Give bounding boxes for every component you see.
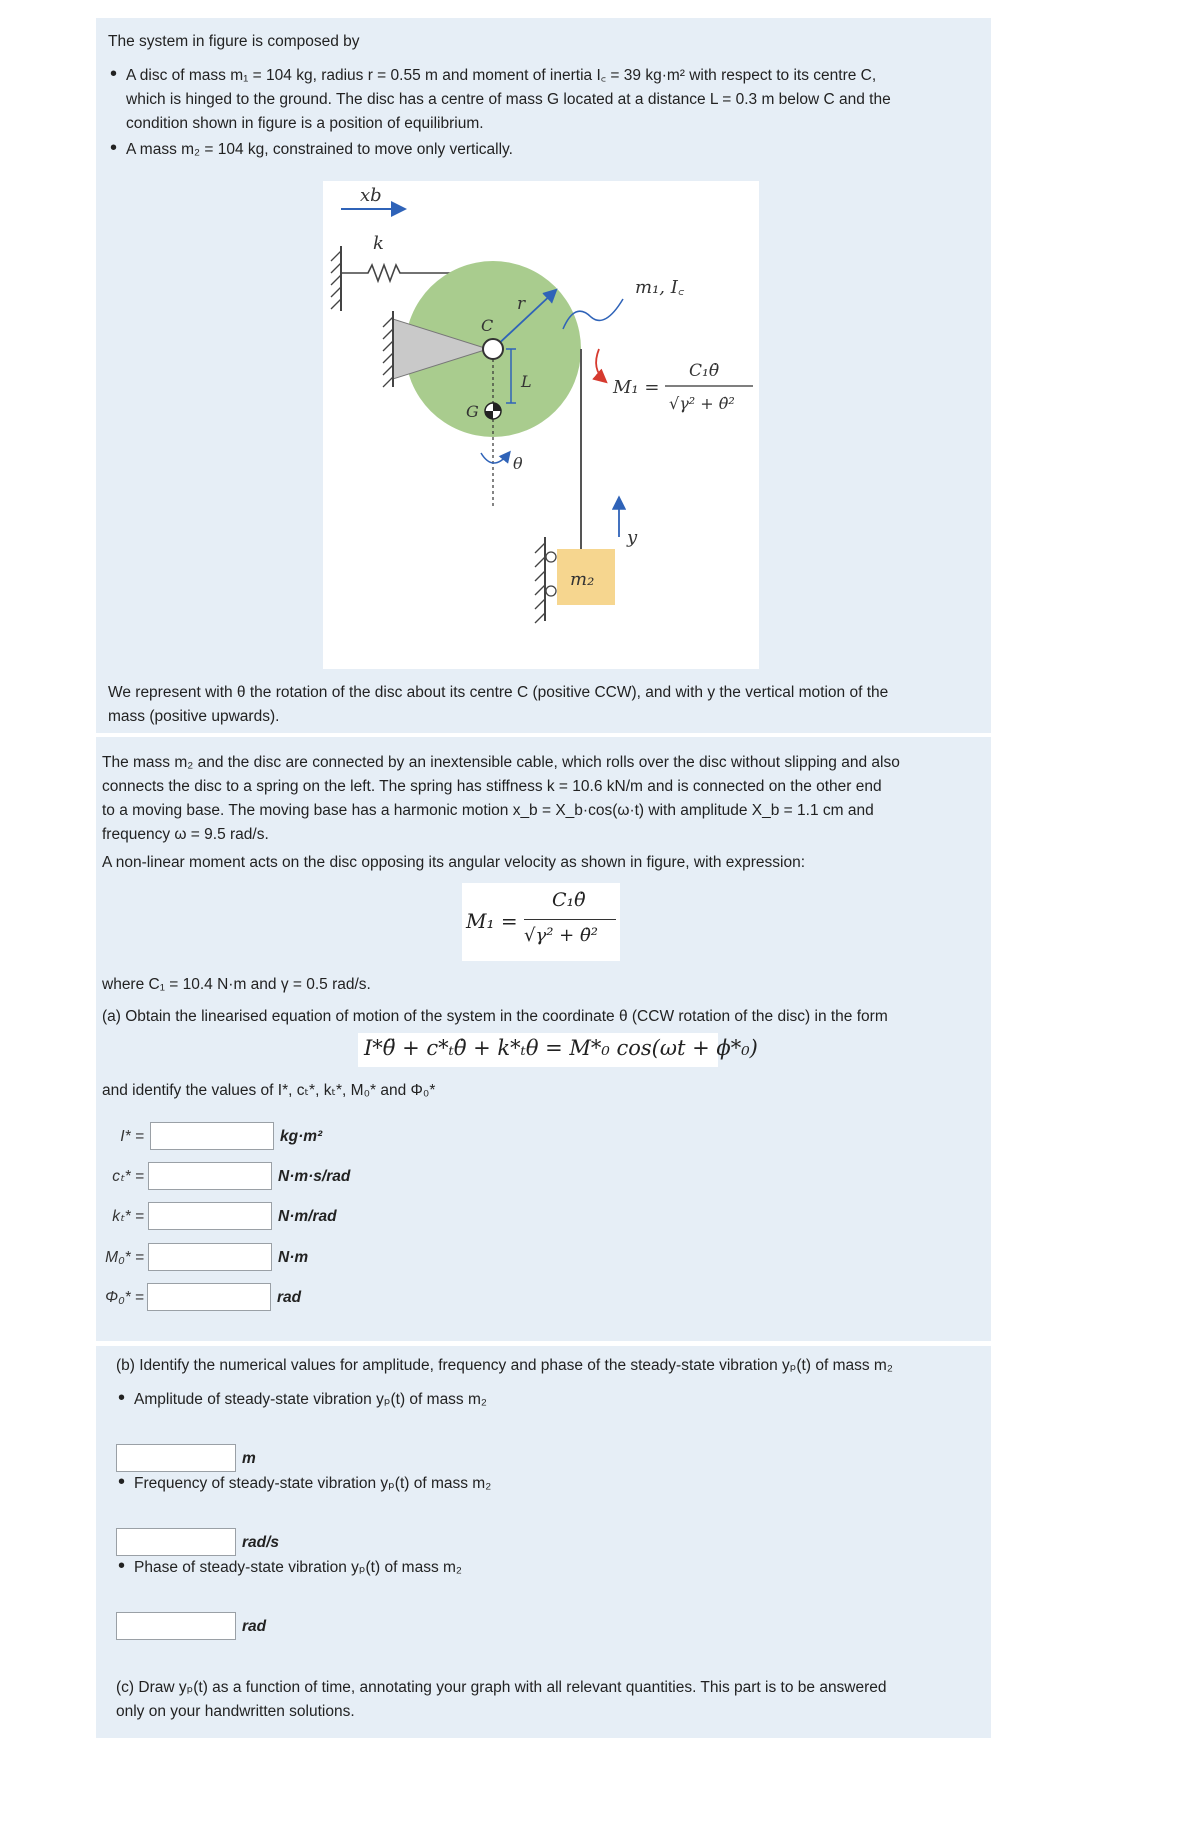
wall-hatching [331, 251, 341, 309]
intro-text: The system in figure is composed by [108, 33, 360, 50]
kt-star-label: kₜ* = [112, 1208, 144, 1225]
freq-label: Frequency of steady-state vibration yₚ(t) of mass m₂ [134, 1475, 492, 1492]
theta-label: θ [513, 454, 523, 473]
represent-line1: We represent with θ the rotation of the disc about its centre C (positive CCW), and with y the vertical motion of the [108, 684, 889, 701]
y-label: y [627, 527, 638, 548]
Phi0-star-unit: rad [277, 1289, 302, 1306]
bullet1-line3: condition shown in figure is a position of equilibrium. [126, 115, 484, 132]
m2-label: m₂ [570, 569, 595, 590]
moment-equation [462, 883, 620, 961]
system-figure [323, 181, 759, 669]
amplitude-input[interactable] [116, 1444, 236, 1472]
k-label: k [373, 233, 384, 254]
amplitude-unit: m [242, 1450, 256, 1467]
cable-line3: to a moving base. The moving base has a harmonic motion x_b = X_b·cos(ω·t) with amplitude X_b = 1.1 cm and [102, 802, 874, 819]
bullet-1: • [110, 63, 118, 85]
cable-line1: The mass m₂ and the disc are connected by an inextensible cable, which rolls over the disc without slipping and also [102, 754, 900, 771]
bullet-2: • [110, 137, 118, 159]
identify-text: and identify the values of I*, cₜ*, kₜ*, M₀* and Φ₀* [102, 1082, 436, 1099]
eq-denominator: √γ² + θ̇² [524, 925, 599, 946]
eq-fraction-bar [524, 919, 616, 920]
phase-bullet: • [118, 1555, 126, 1577]
Phi0-star-label: Φ₀* = [105, 1289, 144, 1306]
ct-star-label: cₜ* = [112, 1168, 144, 1185]
C-label: C [481, 316, 494, 335]
Phi0-star-input[interactable] [147, 1283, 271, 1311]
figure-num: C₁θ̇ [689, 361, 720, 381]
system-diagram [323, 181, 759, 669]
ct-star-input[interactable] [148, 1162, 272, 1190]
represent-line2: mass (positive upwards). [108, 708, 280, 725]
figure-M1-label: M₁ = [613, 377, 660, 398]
bullet1-line2: which is hinged to the ground. The disc has a centre of mass G located at a distance L = 0.3 m below C and the [126, 91, 891, 108]
amp-label: Amplitude of steady-state vibration yₚ(t) of mass m₂ [134, 1391, 487, 1408]
part-b-panel [96, 1346, 991, 1738]
frequency-unit: rad/s [242, 1534, 280, 1551]
eom-equation [358, 1033, 758, 1067]
I-star-input[interactable] [150, 1122, 274, 1150]
G-label: G [466, 402, 479, 421]
phase-label: Phase of steady-state vibration yₚ(t) of mass m₂ [134, 1559, 462, 1576]
kt-star-input[interactable] [148, 1202, 272, 1230]
moment-intro: A non-linear moment acts on the disc opposing its angular velocity as shown in figure, with expression: [102, 854, 806, 871]
roller-bottom [546, 586, 556, 596]
bullet1-line1: A disc of mass m₁ = 104 kg, radius r = 0.55 m and moment of inertia I꜀ = 39 kg·m² with respect to its centre C, [126, 67, 877, 84]
part-a-text: (a) Obtain the linearised equation of motion of the system in the coordinate θ (CCW rotation of the disc) in the form [102, 1008, 888, 1025]
ct-star-unit: N·m·s/rad [278, 1168, 351, 1185]
eom-text: I*θ̈ + c*ₜθ̇ + k*ₜθ = M*₀ cos(ωt + ϕ*₀) [364, 1036, 758, 1060]
eq-lhs: M₁ = [466, 909, 518, 933]
centre-C-hinge [483, 339, 503, 359]
amp-bullet: • [118, 1387, 126, 1409]
phase-input[interactable] [116, 1612, 236, 1640]
where-text: where C₁ = 10.4 N·m and γ = 0.5 rad/s. [102, 976, 371, 993]
part-b-text: (b) Identify the numerical values for amplitude, frequency and phase of the steady-state vibration yₚ(t) of mass m₂ [116, 1357, 893, 1374]
L-label: L [521, 372, 532, 391]
cable-line2: connects the disc to a spring on the left. The spring has stiffness k = 10.6 kN/m and is connected on the other end [102, 778, 882, 795]
eq-numerator: C₁θ̇ [552, 889, 586, 911]
M0-star-label: M₀* = [105, 1249, 144, 1266]
I-star-label: I* = [120, 1128, 144, 1145]
guide-hatching [535, 543, 545, 623]
moment-arrow [596, 349, 605, 381]
frequency-input[interactable] [116, 1528, 236, 1556]
xb-label: xb [360, 185, 382, 206]
phase-unit: rad [242, 1618, 267, 1635]
bullet2-text: A mass m₂ = 104 kg, constrained to move only vertically. [126, 141, 513, 158]
part-c-line1: (c) Draw yₚ(t) as a function of time, annotating your graph with all relevant quantities. This part is to be answered [116, 1679, 887, 1696]
support-hatching [383, 317, 393, 387]
r-label: r [517, 294, 526, 314]
M0-star-unit: N·m [278, 1249, 309, 1266]
m1-Ic-label: m₁, I꜀ [635, 277, 685, 298]
kt-star-unit: N·m/rad [278, 1208, 337, 1225]
freq-bullet: • [118, 1471, 126, 1493]
part-c-line2: only on your handwritten solutions. [116, 1703, 355, 1720]
theta-arrow [481, 453, 509, 463]
roller-top [546, 552, 556, 562]
M0-star-input[interactable] [148, 1243, 272, 1271]
I-star-unit: kg·m² [280, 1128, 323, 1145]
figure-den: √γ² + θ̇² [669, 394, 735, 413]
problem-panel [96, 737, 991, 1341]
cable-line4: frequency ω = 9.5 rad/s. [102, 826, 269, 843]
